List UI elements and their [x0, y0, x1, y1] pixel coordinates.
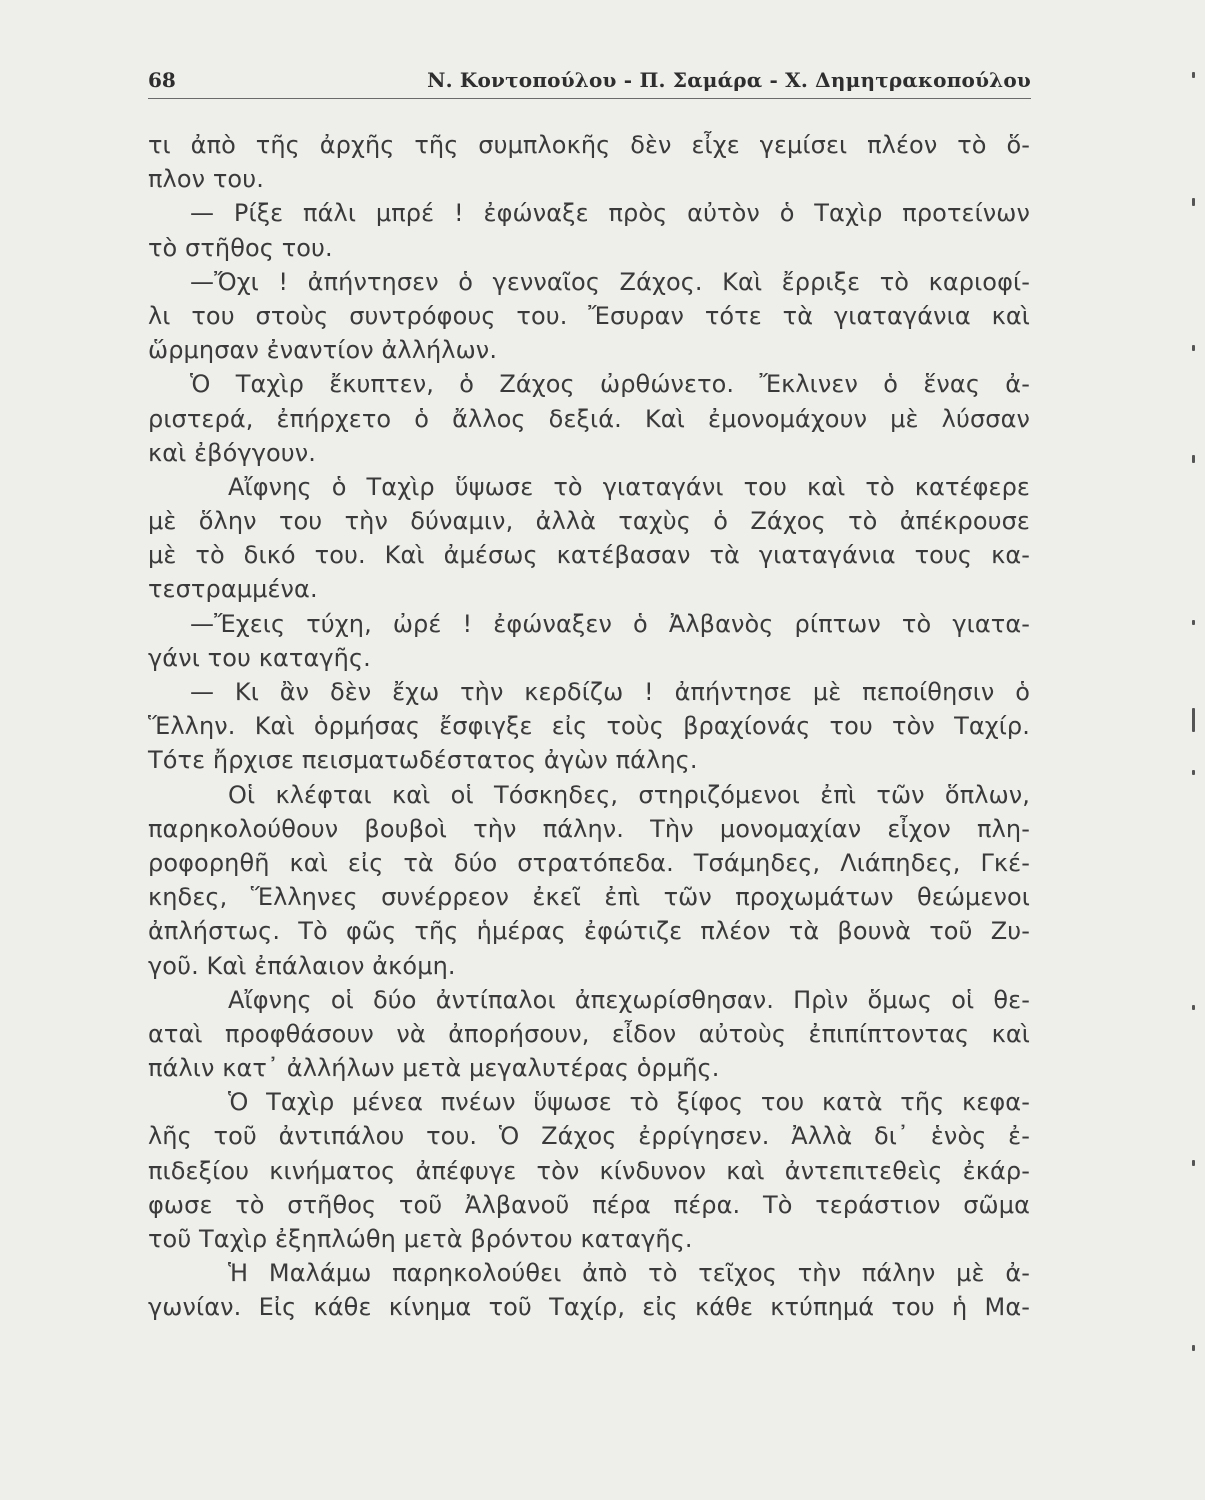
text-line: μὲ ὅλην του τὴν δύναμιν, ἀλλὰ ταχὺς ὁ Ζάχος τὸ ἀπέκρουσε: [148, 507, 1030, 536]
text-line: καὶ ἐβόγγουν.: [148, 438, 316, 467]
text-line: παρηκολούθουν βουβοὶ τὴν πάλην. Τὴν μονομαχίαν εἶχον πλη-: [148, 814, 1030, 843]
text-line: γωνίαν. Εἰς κάθε κίνημα τοῦ Ταχίρ, εἰς κάθε κτύπημά του ἡ Μα-: [148, 1293, 1030, 1322]
edge-mark: [1192, 455, 1195, 463]
text-line: Ὁ Ταχὶρ μένεα πνέων ὕψωσε τὸ ξίφος του κατὰ τῆς κεφα-: [228, 1088, 1030, 1117]
text-line: γάνι του καταγῆς.: [148, 643, 371, 672]
edge-mark: [1192, 620, 1195, 625]
page-number: 68: [148, 68, 176, 92]
text-line: τὸ στῆθος του.: [148, 233, 333, 262]
edge-mark: [1192, 72, 1195, 78]
text-line: Αἴφνης οἱ δύο ἀντίπαλοι ἀπεχωρίσθησαν. Πρὶν ὅμως οἱ θε-: [228, 985, 1030, 1014]
edge-mark: [1192, 770, 1195, 775]
text-line: πάλιν κατ᾽ ἀλλήλων μετὰ μεγαλυτέρας ὁρμῆς.: [148, 1054, 720, 1083]
text-line: Τότε ἤρχισε πεισματωδέστατος ἀγὼν πάλης.: [148, 746, 698, 775]
edge-mark: [1192, 1160, 1195, 1166]
edge-mark: [1192, 345, 1195, 351]
text-line: τεστραμμένα.: [148, 575, 318, 604]
text-line: λῆς τοῦ ἀντιπάλου του. Ὁ Ζάχος ἐρρίγησεν. Ἀλλὰ δι᾽ ἑνὸς ἐ-: [148, 1122, 1030, 1151]
edge-mark: [1192, 1345, 1195, 1351]
text-line: Αἴφνης ὁ Ταχὶρ ὕψωσε τὸ γιαταγάνι του καὶ τὸ κατέφερε: [228, 472, 1030, 501]
edge-mark: [1192, 198, 1195, 206]
page-header: [148, 64, 1031, 99]
text-line: Ἡ Μαλάμω παρηκολούθει ἀπὸ τὸ τεῖχος τὴν πάλην μὲ ἀ-: [228, 1259, 1030, 1288]
text-line: ἀπλήστως. Τὸ φῶς τῆς ἡμέρας ἐφώτιζε πλέον τὰ βουνὰ τοῦ Ζυ-: [148, 917, 1030, 946]
text-line: ριστερά, ἐπήρχετο ὁ ἄλλος δεξιά. Καὶ ἐμονομάχουν μὲ λύσσαν: [148, 404, 1030, 433]
text-line: τι ἀπὸ τῆς ἀρχῆς τῆς συμπλοκῆς δὲν εἶχε γεμίσει πλέον τὸ ὅ-: [148, 131, 1030, 159]
text-line: γοῦ. Καὶ ἐπάλαιον ἀκόμη.: [148, 951, 456, 980]
text-line: αταὶ προφθάσουν νὰ ἀπορήσουν, εἶδον αὐτοὺς ἐπιπίπτοντας καὶ: [148, 1019, 1030, 1048]
text-line: ροφορηθῆ καὶ εἰς τὰ δύο στρατόπεδα. Τσάμηδες, Λιάπηδες, Γκέ-: [148, 848, 1030, 877]
text-line: φωσε τὸ στῆθος τοῦ Ἀλβανοῦ πέρα πέρα. Τὸ τεράστιον σῶμα: [148, 1190, 1030, 1219]
text-line: κηδες, Ἕλληνες συνέρρεον ἐκεῖ ἐπὶ τῶν προχωμάτων θεώμενοι: [148, 883, 1030, 912]
text-line: Οἱ κλέφται καὶ οἱ Τόσκηδες, στηριζόμενοι ἐπὶ τῶν ὅπλων,: [228, 780, 1030, 809]
text-line: μὲ τὸ δικό του. Καὶ ἀμέσως κατέβασαν τὰ γιαταγάνια τους κα-: [148, 541, 1030, 570]
text-line: — Κι ἂν δὲν ἔχω τὴν κερδίζω ! ἀπήντησε μὲ πεποίθησιν ὁ: [190, 678, 1030, 706]
text-line: τοῦ Ταχὶρ ἐξηπλώθη μετὰ βρόντου καταγῆς.: [148, 1225, 693, 1253]
text-line: πλον του.: [148, 165, 264, 194]
text-line: πιδεξίου κινήματος ἀπέφυγε τὸν κίνδυνον καὶ ἀντεπιτεθεὶς ἐκάρ-: [148, 1156, 1030, 1185]
text-line: Ἕλλην. Καὶ ὁρμήσας ἔσφιγξε εἰς τοὺς βραχίονάς του τὸν Ταχίρ.: [148, 712, 1030, 741]
text-line: Ὁ Ταχὶρ ἔκυπτεν, ὁ Ζάχος ὠρθώνετο. Ἔκλινεν ὁ ἕνας ἀ-: [190, 370, 1030, 399]
text-line: — Ρίξε πάλι μπρέ ! ἐφώναξε πρὸς αὐτὸν ὁ Ταχὶρ προτείνων: [190, 199, 1030, 228]
running-head-authors: Ν. Κοντοπούλου - Π. Σαμάρα - Χ. Δημητρακοπούλου: [427, 68, 1031, 92]
text-line: ὥρμησαν ἐναντίον ἀλλήλων.: [148, 336, 498, 365]
text-line: —Ἔχεις τύχη, ὠρέ ! ἐφώναξεν ὁ Ἀλβανὸς ρίπτων τὸ γιατα-: [190, 609, 1030, 638]
text-line: —Ὄχι ! ἀπήντησεν ὁ γενναῖος Ζάχος. Καὶ ἔρριξε τὸ καριοφί-: [190, 267, 1030, 296]
edge-mark: [1192, 1005, 1195, 1010]
text-line: λι του στοὺς συντρόφους του. Ἔσυραν τότε τὰ γιαταγάνια καὶ: [148, 301, 1030, 330]
body-text: [148, 128, 1030, 1325]
edge-mark: [1192, 708, 1195, 732]
